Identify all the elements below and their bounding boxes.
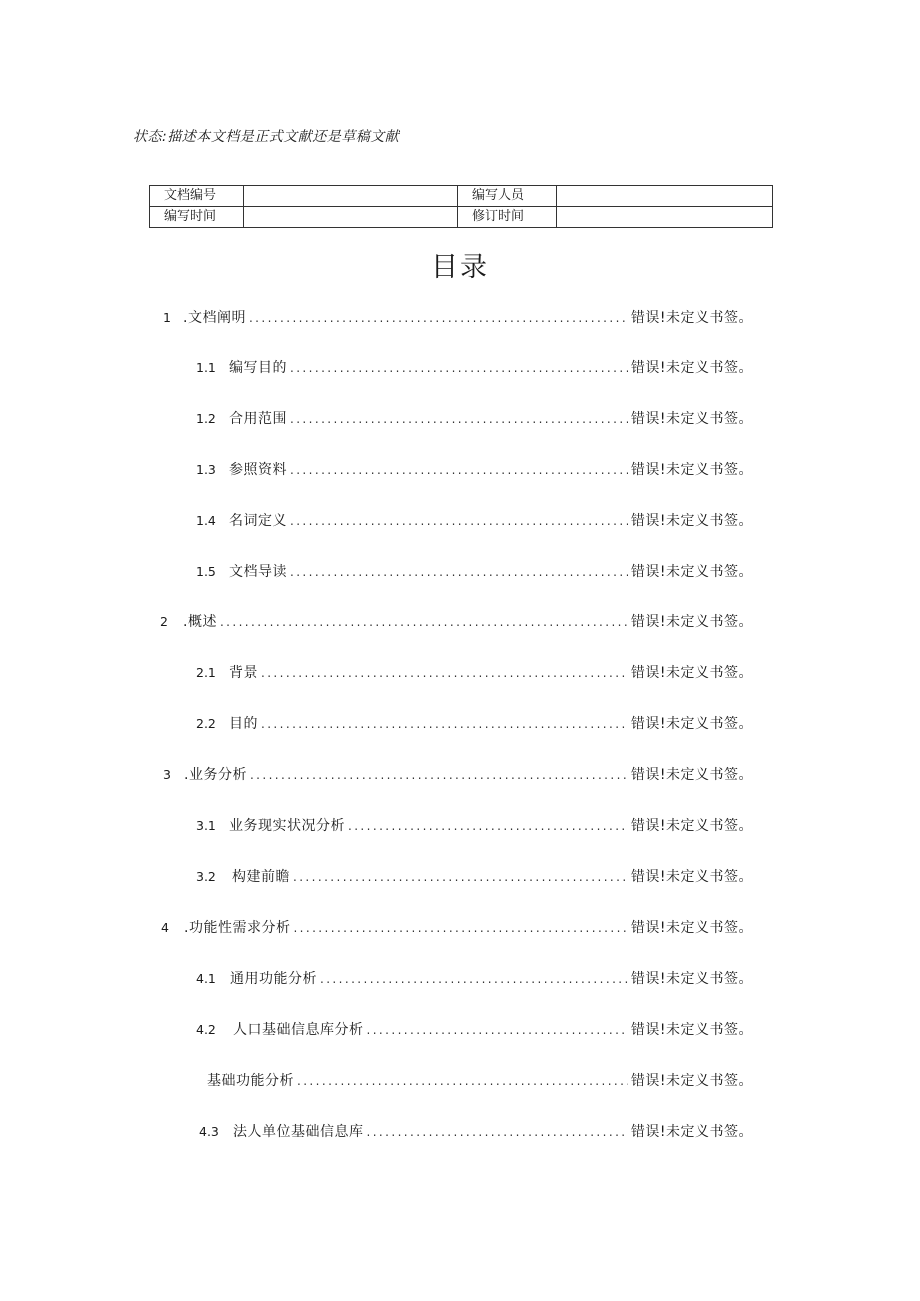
- toc-entry[interactable]: [196, 510, 753, 532]
- toc-entry-label: .业务分析: [184, 767, 247, 783]
- toc-entry-number: 2.2: [196, 716, 216, 731]
- toc-entry-label: .文档阐明: [183, 310, 246, 326]
- doc-number-value: [244, 186, 458, 207]
- toc-entry-label: 基础功能分析: [207, 1073, 294, 1089]
- toc-entry[interactable]: [196, 662, 753, 684]
- toc-entry-number: 1.4: [196, 513, 216, 528]
- toc-title: 目录: [431, 252, 489, 283]
- toc-entry-page: 错误!未定义书签。: [630, 869, 753, 885]
- toc-entry[interactable]: [196, 815, 753, 837]
- document-info-table: [149, 185, 773, 228]
- toc-entry-label: 名词定义: [229, 513, 287, 529]
- toc-entry-label: 合用范围: [229, 411, 287, 427]
- table-row: [150, 207, 773, 228]
- toc-entry[interactable]: [160, 611, 753, 633]
- toc-leader-dots: [290, 412, 628, 426]
- toc-entry-number: 3: [163, 767, 171, 782]
- toc-leader-dots: [261, 666, 628, 680]
- toc-leader-dots: [297, 1074, 628, 1088]
- revision-time-value: [557, 207, 773, 228]
- toc-leader-dots: [290, 565, 628, 579]
- toc-entry-number: 4.2: [196, 1022, 216, 1037]
- toc-entry-page: 错误!未定义书签。: [630, 1073, 753, 1089]
- toc-entry-page: 错误!未定义书签。: [630, 614, 753, 630]
- toc-entry[interactable]: [196, 357, 753, 379]
- toc-leader-dots: [250, 768, 628, 782]
- toc-entry-number: 1.1: [196, 360, 216, 375]
- toc-leader-dots: [290, 361, 628, 375]
- toc-entry-label: 法人单位基础信息库: [233, 1124, 364, 1140]
- author-label: 编写人员: [458, 186, 557, 207]
- toc-entry[interactable]: [196, 968, 753, 990]
- toc-entry[interactable]: [161, 917, 753, 939]
- toc-leader-dots: [348, 819, 628, 833]
- toc-leader-dots: [261, 717, 628, 731]
- toc-entry-page: 错误!未定义书签。: [630, 665, 753, 681]
- toc-leader-dots: [367, 1023, 628, 1037]
- toc-entry-label: .概述: [183, 614, 217, 630]
- toc-entry-label: 人口基础信息库分析: [233, 1022, 364, 1038]
- toc-leader-dots: [293, 870, 628, 884]
- toc-entry-number: 1.2: [196, 411, 216, 426]
- toc-entry-page: 错误!未定义书签。: [630, 716, 753, 732]
- toc-leader-dots: [293, 921, 627, 935]
- toc-entry-number: 2.1: [196, 665, 216, 680]
- toc-entry-label: 通用功能分析: [230, 971, 317, 987]
- toc-leader-dots: [290, 463, 628, 477]
- toc-entry[interactable]: [199, 1121, 753, 1143]
- toc-entry-label: 业务现实状况分析: [229, 818, 345, 834]
- toc-entry-page: 错误!未定义书签。: [630, 818, 753, 834]
- toc-entry-page: 错误!未定义书签。: [630, 310, 753, 326]
- toc-leader-dots: [249, 311, 628, 325]
- toc-entry-page: 错误!未定义书签。: [630, 513, 753, 529]
- toc-entry-number: 4.3: [199, 1124, 219, 1139]
- toc-entry-page: 错误!未定义书签。: [630, 971, 753, 987]
- toc-entry-number: 1.5: [196, 564, 216, 579]
- toc-entry-number: 2: [160, 614, 168, 629]
- toc-entry[interactable]: [196, 866, 753, 888]
- toc-entry-page: 错误!未定义书签。: [630, 462, 753, 478]
- toc-entry-label: 背景: [229, 665, 258, 681]
- toc-entry[interactable]: [207, 1070, 753, 1092]
- toc-entry-page: 错误!未定义书签。: [630, 1022, 753, 1038]
- toc-leader-dots: [220, 615, 628, 629]
- toc-entry-page: 错误!未定义书签。: [630, 564, 753, 580]
- toc-entry[interactable]: [196, 408, 753, 430]
- toc-entry-number: 4.1: [196, 971, 216, 986]
- doc-number-label: 文档编号: [150, 186, 244, 207]
- toc-leader-dots: [290, 514, 628, 528]
- toc-entry[interactable]: [163, 764, 753, 786]
- toc-entry-label: 目的: [229, 716, 258, 732]
- toc-entry-number: 1: [163, 310, 171, 325]
- author-value: [557, 186, 773, 207]
- toc-entry-number: 4: [161, 920, 169, 935]
- toc-entry[interactable]: [196, 1019, 753, 1041]
- write-time-value: [244, 207, 458, 228]
- revision-time-label: 修订时间: [458, 207, 557, 228]
- toc-leader-dots: [367, 1125, 628, 1139]
- toc-entry-label: 参照资料: [229, 462, 287, 478]
- toc-entry-label: 构建前瞻: [232, 869, 290, 885]
- toc-entry-label: .功能性需求分析: [184, 920, 291, 936]
- toc-entry[interactable]: [196, 459, 753, 481]
- toc-entry-page: 错误!未定义书签。: [630, 360, 753, 376]
- toc-entry[interactable]: [196, 713, 753, 735]
- toc-entry-page: 错误!未定义书签。: [630, 767, 753, 783]
- toc-entry-page: 错误!未定义书签。: [630, 920, 753, 936]
- toc-entry-page: 错误!未定义书签。: [630, 411, 753, 427]
- toc-entry-number: 3.1: [196, 818, 216, 833]
- toc-entry-label: 编写目的: [229, 360, 287, 376]
- write-time-label: 编写时间: [150, 207, 244, 228]
- toc-entry[interactable]: [163, 307, 753, 329]
- toc-entry-page: 错误!未定义书签。: [630, 1124, 753, 1140]
- toc-leader-dots: [320, 972, 628, 986]
- toc-entry-label: 文档导读: [229, 564, 287, 580]
- toc-entry[interactable]: [196, 561, 753, 583]
- toc-entry-number: 3.2: [196, 869, 216, 884]
- document-status-note: 状态:描述本文档是正式文献还是草稿文献: [133, 129, 400, 145]
- table-row: [150, 186, 773, 207]
- toc-entry-number: 1.3: [196, 462, 216, 477]
